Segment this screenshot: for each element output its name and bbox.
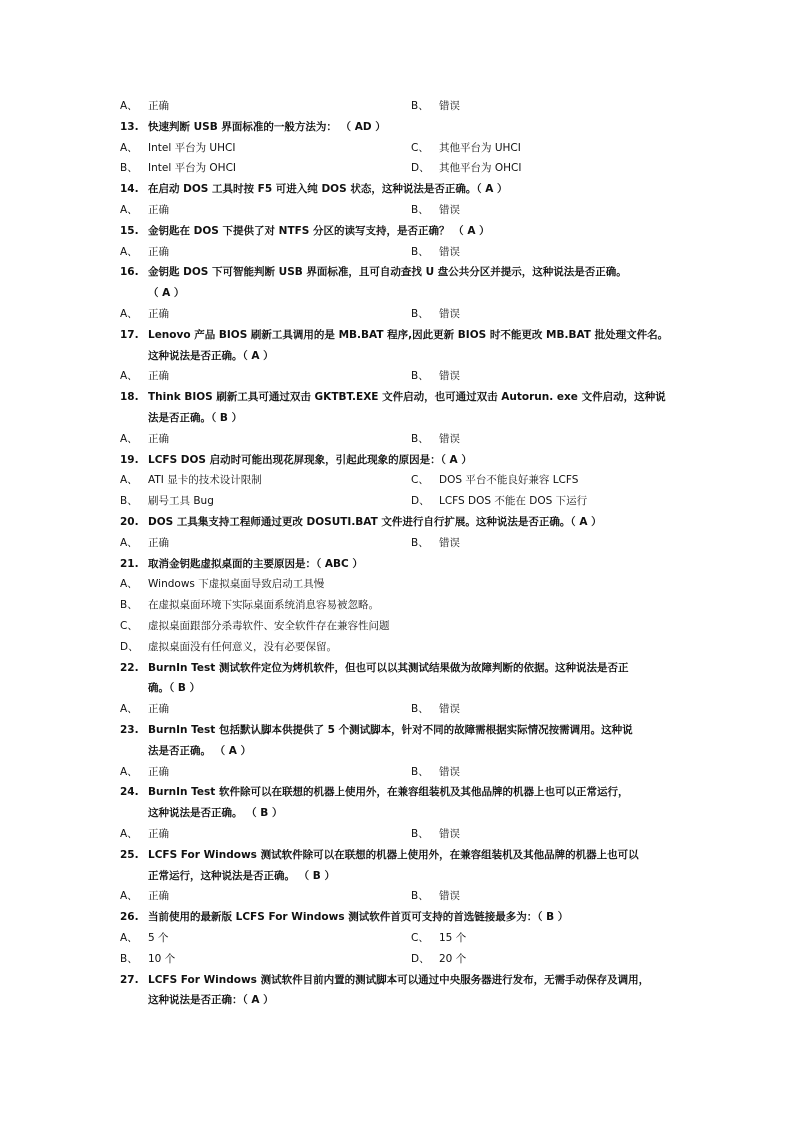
option-label: B、 bbox=[411, 765, 429, 778]
option-label: A、 bbox=[120, 100, 138, 112]
question-number: 20. bbox=[120, 516, 139, 528]
question-text: 金钥匙 DOS 下可智能判断 USB 界面标准，且可自动查找 U 盘公共分区并提示，这种说法是否正确。 bbox=[148, 266, 627, 279]
question-number: 26. bbox=[120, 911, 139, 924]
question-continuation bbox=[0, 346, 794, 366]
option-text: 错误 bbox=[439, 432, 460, 445]
question-text: 快速判断 USB 界面标准的一般方法为： （ AD ） bbox=[148, 120, 386, 133]
question-number: 25. bbox=[120, 848, 139, 861]
option-label: A、 bbox=[120, 474, 138, 487]
option-label: B、 bbox=[411, 432, 429, 445]
option-label: C、 bbox=[411, 141, 429, 154]
option-label: D、 bbox=[411, 162, 430, 175]
option-label: B、 bbox=[120, 599, 138, 612]
option-label: B、 bbox=[411, 703, 429, 716]
question-number: 17. bbox=[120, 328, 139, 341]
question-continuation bbox=[0, 283, 794, 303]
question-number: 14. bbox=[120, 183, 139, 196]
option-text: 错误 bbox=[439, 536, 460, 549]
question-row bbox=[0, 450, 794, 470]
option-text: 错误 bbox=[439, 370, 460, 383]
option-label: B、 bbox=[411, 308, 429, 320]
question-text: 正常运行，这种说法是否正确。 （ B ） bbox=[148, 869, 335, 882]
option-label: A、 bbox=[120, 370, 138, 383]
question-text: Think BIOS 刷新工具可通过双击 GKTBT.EXE 文件启动，也可通过双击 Autorun. exe 文件启动，这种说 bbox=[148, 391, 666, 404]
question-continuation bbox=[0, 408, 794, 428]
option-label: A、 bbox=[120, 536, 138, 549]
option-text: 错误 bbox=[439, 703, 460, 716]
question-text: 当前使用的最新版 LCFS For Windows 测试软件首页可支持的首选链接最多为：（ B ） bbox=[148, 911, 569, 924]
option-text: 错误 bbox=[439, 245, 460, 258]
option-text: 正确 bbox=[148, 703, 169, 716]
option-label: A、 bbox=[120, 245, 138, 258]
question-text: 取消金钥匙虚拟桌面的主要原因是：（ ABC ） bbox=[148, 557, 363, 570]
option-row bbox=[0, 616, 794, 636]
question-text: 法是否正确。（ B ） bbox=[148, 412, 243, 424]
question-number: 23. bbox=[120, 724, 139, 736]
question-text: 这种说法是否正确：（ A ） bbox=[148, 994, 274, 1007]
question-row bbox=[0, 658, 794, 678]
question-text: 确。（ B ） bbox=[148, 682, 201, 695]
question-text: 这种说法是否正确。（ A ） bbox=[148, 349, 274, 362]
question-continuation bbox=[0, 866, 794, 886]
question-row bbox=[0, 325, 794, 345]
question-text: （ A ） bbox=[148, 287, 185, 300]
option-row bbox=[0, 533, 794, 553]
option-text: 正确 bbox=[148, 890, 169, 903]
option-label: B、 bbox=[411, 245, 429, 258]
option-label: A、 bbox=[120, 828, 138, 840]
option-text: 刷号工具 Bug bbox=[148, 495, 214, 508]
question-row bbox=[0, 554, 794, 574]
question-row bbox=[0, 117, 794, 137]
option-label: B、 bbox=[120, 162, 138, 175]
question-number: 15. bbox=[120, 224, 139, 237]
question-text: Lenovo 产品 BIOS 刷新工具调用的是 MB.BAT 程序,因此更新 BIOS 时不能更改 MB.BAT 批处理文件名。 bbox=[148, 328, 669, 341]
question-number: 24. bbox=[120, 786, 139, 799]
option-text: 虚拟桌面跟部分杀毒软件、安全软件存在兼容性问题 bbox=[148, 620, 390, 632]
question-text: BurnIn Test 包括默认脚本供提供了 5 个测试脚本，针对不同的故障需根据实际情况按需调用。这种说 bbox=[148, 724, 633, 736]
option-text: 正确 bbox=[148, 100, 169, 112]
option-row bbox=[0, 304, 794, 324]
question-number: 16. bbox=[120, 266, 139, 279]
option-row bbox=[0, 158, 794, 178]
option-label: B、 bbox=[120, 952, 138, 965]
option-row bbox=[0, 824, 794, 844]
question-row bbox=[0, 262, 794, 282]
option-label: A、 bbox=[120, 432, 138, 445]
option-row bbox=[0, 637, 794, 657]
question-text: BurnIn Test 测试软件定位为烤机软件，但也可以以其测试结果做为故障判断的依据。这种说法是否正 bbox=[148, 661, 629, 674]
option-text: 正确 bbox=[148, 308, 169, 320]
option-row bbox=[0, 96, 794, 116]
option-text: 正确 bbox=[148, 204, 169, 216]
question-text: LCFS For Windows 测试软件目前内置的测试脚本可以通过中央服务器进行发布，无需手动保存及调用， bbox=[148, 973, 650, 986]
option-text: Intel 平台为 OHCI bbox=[148, 162, 237, 175]
option-text: 错误 bbox=[439, 765, 460, 778]
question-text: 在启动 DOS 工具时按 F5 可进入纯 DOS 状态，这种说法是否正确。（ A ） bbox=[148, 183, 508, 196]
option-label: A、 bbox=[120, 578, 138, 591]
option-text: 20 个 bbox=[439, 952, 467, 965]
question-continuation bbox=[0, 678, 794, 698]
option-row bbox=[0, 200, 794, 220]
question-number: 27. bbox=[120, 973, 139, 986]
question-continuation bbox=[0, 990, 794, 1010]
option-label: C、 bbox=[411, 932, 429, 944]
option-label: D、 bbox=[411, 952, 430, 965]
question-continuation bbox=[0, 741, 794, 761]
option-label: C、 bbox=[120, 620, 138, 632]
option-text: 正确 bbox=[148, 765, 169, 778]
option-text: 5 个 bbox=[148, 932, 169, 944]
option-label: A、 bbox=[120, 141, 138, 154]
question-continuation bbox=[0, 803, 794, 823]
question-row bbox=[0, 970, 794, 990]
option-label: D、 bbox=[411, 495, 430, 508]
option-label: D、 bbox=[120, 640, 139, 653]
question-row bbox=[0, 720, 794, 740]
question-number: 13. bbox=[120, 120, 139, 133]
option-label: B、 bbox=[411, 370, 429, 383]
option-label: C、 bbox=[411, 474, 429, 487]
question-row bbox=[0, 387, 794, 407]
option-label: A、 bbox=[120, 308, 138, 320]
question-text: 这种说法是否正确。 （ B ） bbox=[148, 807, 283, 820]
question-row bbox=[0, 179, 794, 199]
option-label: A、 bbox=[120, 703, 138, 716]
option-label: B、 bbox=[411, 204, 429, 216]
option-text: 正确 bbox=[148, 432, 169, 445]
option-row bbox=[0, 491, 794, 511]
option-text: 正确 bbox=[148, 828, 169, 840]
option-text: Intel 平台为 UHCI bbox=[148, 141, 236, 154]
option-row bbox=[0, 949, 794, 969]
option-text: 错误 bbox=[439, 100, 460, 112]
option-row bbox=[0, 762, 794, 782]
question-text: DOS 工具集支持工程师通过更改 DOSUTI.BAT 文件进行自行扩展。这种说法是否正确。（ A ） bbox=[148, 516, 602, 528]
question-number: 21. bbox=[120, 557, 139, 570]
question-row bbox=[0, 221, 794, 241]
question-number: 22. bbox=[120, 661, 139, 674]
option-row bbox=[0, 574, 794, 594]
option-text: Windows 下虚拟桌面导致启动工具慢 bbox=[148, 578, 325, 591]
option-text: 虚拟桌面没有任何意义，没有必要保留。 bbox=[148, 640, 337, 653]
question-row bbox=[0, 907, 794, 927]
question-row bbox=[0, 512, 794, 532]
question-text: 金钥匙在 DOS 下提供了对 NTFS 分区的读写支持，是否正确？ （ A ） bbox=[148, 224, 490, 237]
option-text: 正确 bbox=[148, 370, 169, 383]
option-label: B、 bbox=[411, 890, 429, 903]
option-text: 其他平台为 OHCI bbox=[439, 162, 522, 175]
option-row bbox=[0, 366, 794, 386]
option-label: B、 bbox=[411, 100, 429, 112]
option-text: 在虚拟桌面环境下实际桌面系统消息容易被忽略。 bbox=[148, 599, 379, 612]
question-text: LCFS DOS 启动时可能出现花屏现象，引起此现象的原因是：（ A ） bbox=[148, 453, 472, 466]
option-row bbox=[0, 699, 794, 719]
option-text: 其他平台为 UHCI bbox=[439, 141, 521, 154]
option-label: B、 bbox=[411, 828, 429, 840]
option-text: 错误 bbox=[439, 308, 460, 320]
question-text: 法是否正确。 （ A ） bbox=[148, 744, 252, 757]
option-row bbox=[0, 886, 794, 906]
option-text: 15 个 bbox=[439, 932, 467, 944]
option-text: 错误 bbox=[439, 828, 460, 840]
option-row bbox=[0, 928, 794, 948]
option-row bbox=[0, 138, 794, 158]
question-text: LCFS For Windows 测试软件除可以在联想的机器上使用外，在兼容组装机及其他品牌的机器上也可以 bbox=[148, 848, 639, 861]
option-label: A、 bbox=[120, 204, 138, 216]
option-text: ATI 显卡的技术设计限制 bbox=[148, 474, 262, 487]
option-text: 错误 bbox=[439, 204, 460, 216]
question-row bbox=[0, 845, 794, 865]
option-text: 正确 bbox=[148, 536, 169, 549]
option-label: A、 bbox=[120, 932, 138, 944]
question-number: 18. bbox=[120, 391, 139, 404]
option-text: 错误 bbox=[439, 890, 460, 903]
option-text: 正确 bbox=[148, 245, 169, 258]
option-label: A、 bbox=[120, 765, 138, 778]
option-row bbox=[0, 470, 794, 490]
option-label: B、 bbox=[120, 495, 138, 508]
question-text: BurnIn Test 软件除可以在联想的机器上使用外，在兼容组装机及其他品牌的机器上也可以正常运行， bbox=[148, 786, 629, 799]
question-number: 19. bbox=[120, 453, 139, 466]
option-row bbox=[0, 595, 794, 615]
option-row bbox=[0, 429, 794, 449]
option-text: 10 个 bbox=[148, 952, 176, 965]
option-label: B、 bbox=[411, 536, 429, 549]
option-text: DOS 平台不能良好兼容 LCFS bbox=[439, 474, 579, 487]
question-row bbox=[0, 782, 794, 802]
option-text: LCFS DOS 不能在 DOS 下运行 bbox=[439, 495, 588, 508]
option-label: A、 bbox=[120, 890, 138, 903]
option-row bbox=[0, 242, 794, 262]
